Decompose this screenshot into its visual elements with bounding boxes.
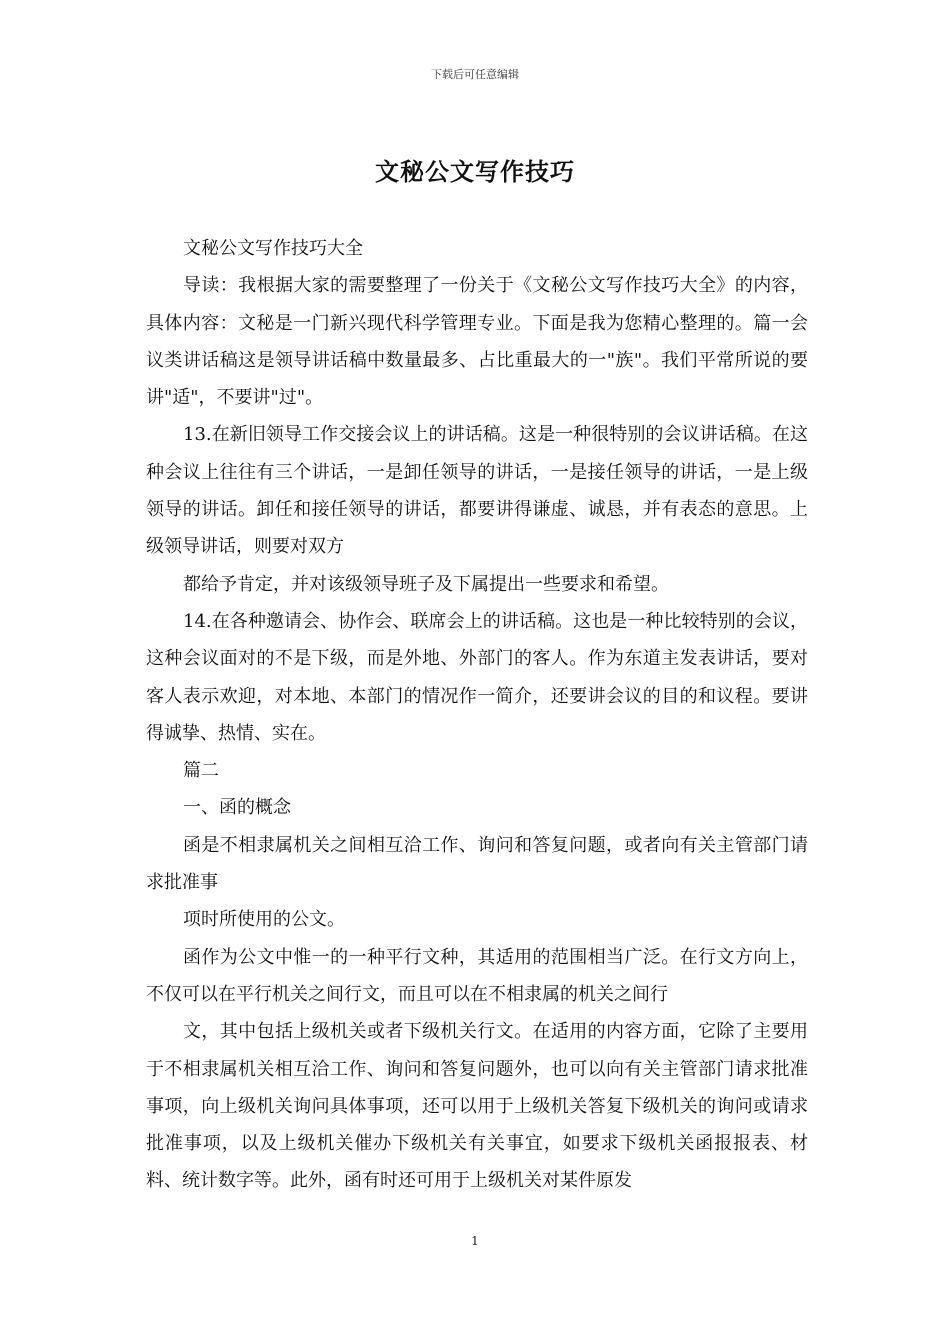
- page-number: 1: [471, 1234, 479, 1248]
- paragraph-letter-definition-cont: 项时所使用的公文。: [183, 909, 345, 931]
- paragraph-intro: 导读：我根据大家的需要整理了一份关于《文秘公文写作技巧大全》的内容，具体内容：文秘是一门新兴现代科学管理专业。下面是我为您精心整理的。篇一会议类讲话稿这是领导讲话稿中数量最多、占比重最大的一"族"。我们平常所说的要讲"适"，不要讲"过"。: [146, 275, 808, 409]
- paragraph-item-13-cont: 都给予肯定，并对该级领导班子及下属提出一些要求和希望。: [183, 573, 669, 595]
- paragraph-letter-scope-cont: 文，其中包括上级机关或者下级机关行文。在适用的内容方面，它除了主要用于不相隶属机关相互洽工作、询问和答复问题外，也可以向有关主管部门请求批准事项，向上级机关询问具体事项，还可以用于上级机关答复下级机关的询问或请求批准事项，以及上级机关催办下级机关有关事宜，如要求下级机关函报报表、材料、统计数字等。此外，函有时还可用于上级机关对某件原发: [146, 1021, 808, 1192]
- section-heading-part-two: 篇二: [183, 760, 219, 782]
- document-title: 文秘公文写作技巧: [375, 157, 575, 186]
- header-note: 下载后可任意编辑: [431, 68, 519, 81]
- paragraph-letter-definition: 函是不相隶属机关之间相互洽工作、询问和答复问题，或者向有关主管部门请求批准事: [146, 834, 808, 894]
- paragraph-letter-scope: 函作为公文中惟一的一种平行文种，其适用的范围相当广泛。在行文方向上，不仅可以在平行机关之间行文，而且可以在不相隶属的机关之间行: [146, 946, 808, 1005]
- document-body: [146, 230, 808, 1200]
- paragraph-item-14: 14.在各种邀请会、协作会、联席会上的讲话稿。这也是一种比较特别的会议，这种会议面对的不是下级，而是外地、外部门的客人。作为东道主发表讲话，要对客人表示欢迎，对本地、本部门的情况作一简介，还要讲会议的目的和议程。要讲得诚挚、热情、实在。: [146, 610, 808, 744]
- paragraph-subtitle: 文秘公文写作技巧大全: [183, 238, 363, 259]
- section-heading-letter-concept: 一、函的概念: [183, 797, 291, 819]
- paragraph-item-13: 13.在新旧领导工作交接会议上的讲话稿。这是一种很特别的会议讲话稿。在这种会议上往往有三个讲话，一是卸任领导的讲话，一是接任领导的讲话，一是上级领导的讲话。卸任和接任领导的讲话，都要讲得谦虚、诚恳，并有表态的意思。上级领导讲话，则要对双方: [146, 424, 808, 558]
